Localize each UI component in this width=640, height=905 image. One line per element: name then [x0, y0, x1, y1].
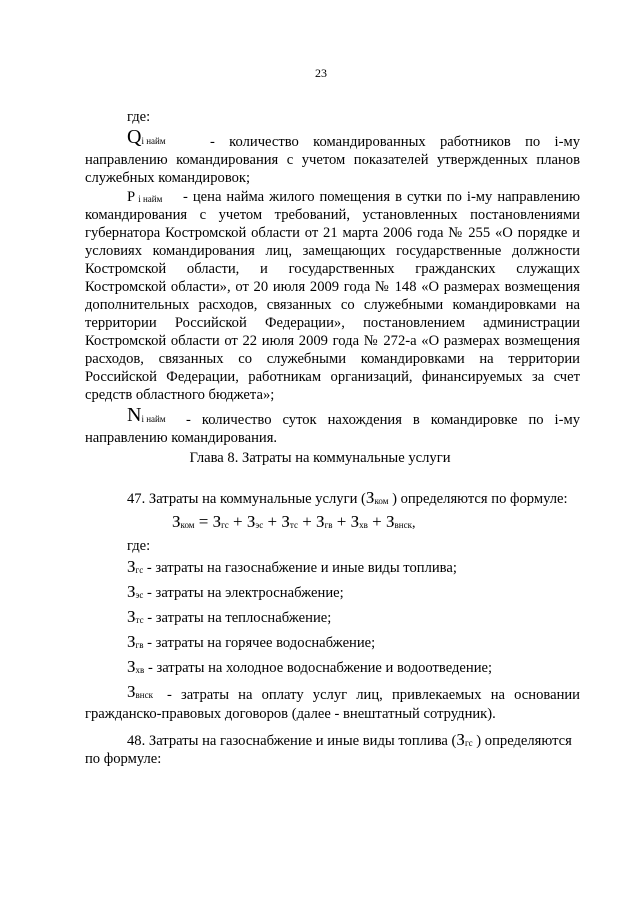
- q-text-line1: - количество командированных работников по i-му: [210, 134, 580, 150]
- p-text-last: средств областного бюджета»;: [85, 387, 275, 403]
- p-text-line: Российской Федерации, работникам организаций, финансируемых за счет: [85, 369, 580, 385]
- item-48: 48. Затраты на газоснабжение и иные виды топлива ($З_{гс}$ ) определяются: [127, 730, 572, 749]
- def-gs: $З_{гс}$ - затраты на газоснабжение и иные виды топлива;: [127, 557, 457, 576]
- page-number: 23: [315, 66, 327, 80]
- p-text-line1: - цена найма жилого помещения в сутки по i-му направлению: [183, 189, 580, 205]
- n-symbol: $N_{i найм}$: [127, 404, 166, 426]
- q-text-line2: направлению командирования с учетом показателей утвержденных планов: [85, 152, 580, 168]
- def-vnsk-line1: - затраты на оплату услуг лиц, привлекаемых на основании: [167, 687, 580, 703]
- q-text-line3: служебных командировок;: [85, 170, 251, 186]
- def-ts: $З_{тс}$ - затраты на теплоснабжение;: [127, 607, 332, 626]
- item-48-line2: по формуле:: [85, 751, 162, 767]
- def-es: $З_{эс}$ - затраты на электроснабжение;: [127, 582, 344, 601]
- def-hv: $З_{хв}$ - затраты на холодное водоснабжение и водоотведение;: [127, 657, 493, 676]
- q-symbol: $Q_{i найм}$: [127, 126, 166, 148]
- where-label-2: где:: [127, 538, 151, 554]
- p-text-line: командирования с учетом требований, установленных постановлениями: [85, 207, 580, 223]
- item-47: 47. Затраты на коммунальные услуги ($З_{ком}$ ) определяются по формуле:: [127, 488, 568, 507]
- p-text-line: условиях командирования лиц, замещающих государственные должности: [85, 243, 580, 259]
- p-text-line: губернатора Костромской области от 21 марта 2006 года № 255 «О порядке и: [85, 225, 580, 241]
- where-label: где:: [127, 109, 151, 125]
- chapter-heading: Глава 8. Затраты на коммунальные услуги: [189, 450, 451, 466]
- p-text-line: Костромской области от 22 июля 2009 года № 272-а «О размерах возмещения: [85, 333, 580, 349]
- def-gv: $З_{гв}$ - затраты на горячее водоснабжение;: [127, 632, 376, 651]
- p-text-line: Костромской области, и государственных гражданских служащих: [85, 261, 580, 277]
- p-text-line: Костромской области», от 20 июля 2009 года № 148 «О размерах возмещения: [85, 279, 580, 295]
- formula-total: $З_{ком} = З_{гс} + З_{эс} + З_{тс} + З_{гв} + З_{хв} + З_{внск}$,: [172, 512, 416, 531]
- def-vnsk-symbol: $З_{внск}$: [127, 682, 153, 701]
- p-text-line: дополнительных расходов, связанных со служебными командировками на: [85, 297, 580, 313]
- p-text-line: расходов, связанных со служебными командировками на территории: [85, 351, 580, 367]
- n-text-line1: - количество суток нахождения в командировке по i-му: [186, 412, 580, 428]
- n-text-line2: направлению командирования.: [85, 430, 278, 446]
- p-text-line: территории Российской Федерации», постановлением администрации: [85, 315, 580, 331]
- p-symbol: P $_{i найм}$: [127, 189, 163, 205]
- def-vnsk-line2: гражданско-правовых договоров (далее - внештатный сотрудник).: [85, 706, 496, 722]
